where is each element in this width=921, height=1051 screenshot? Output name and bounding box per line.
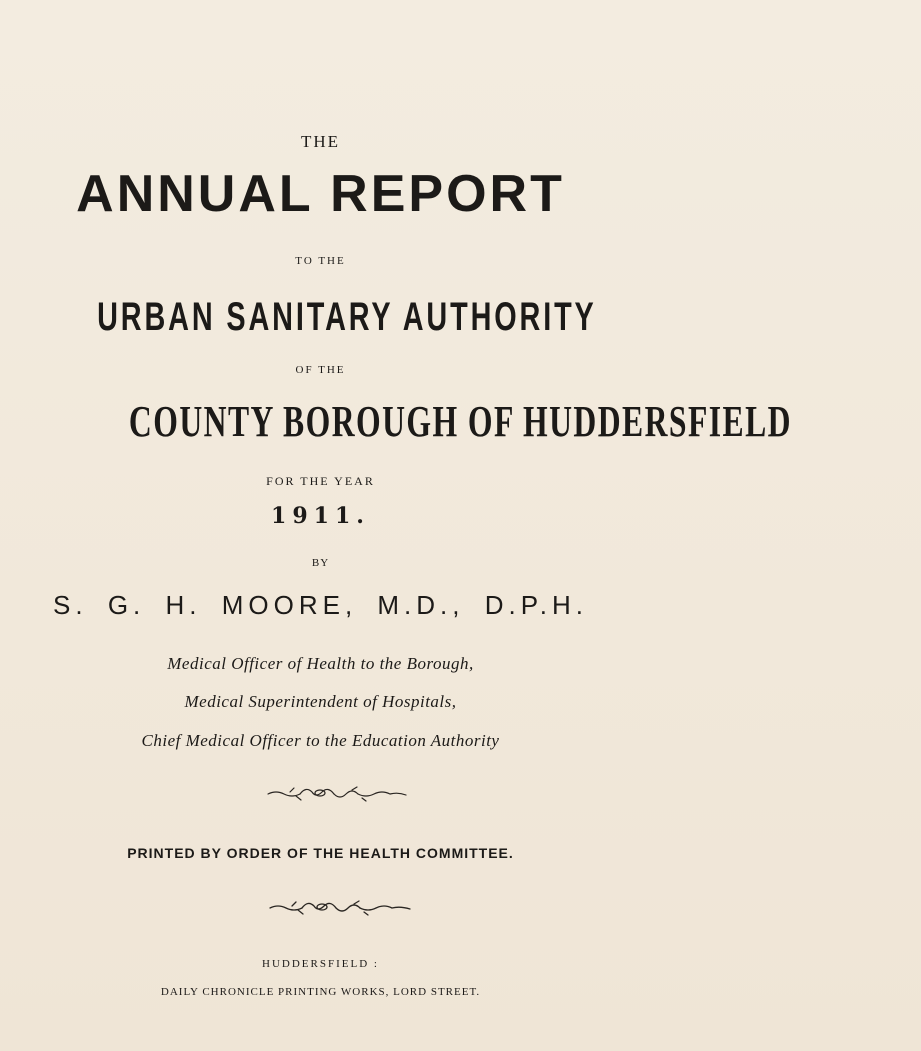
the-heading: THE bbox=[300, 132, 341, 151]
for-the-year-line: FOR THE YEAR bbox=[266, 474, 375, 488]
report-title: ANNUAL REPORT bbox=[76, 165, 565, 223]
author-role-2: Medical Superintendent of Hospitals, bbox=[184, 692, 457, 711]
place-of-printing: HUDDERSFIELD : bbox=[262, 958, 379, 970]
report-year: 1911. bbox=[271, 503, 370, 529]
author-role-3: Chief Medical Officer to the Education Authority bbox=[141, 731, 500, 750]
flourish-ornament-icon bbox=[0, 897, 641, 917]
to-the-line: TO THE bbox=[295, 255, 346, 267]
borough-text: COUNTY BOROUGH OF HUDDERSFIELD bbox=[128, 397, 792, 446]
borough-line bbox=[0, 397, 792, 446]
printed-by-line: PRINTED BY ORDER OF THE HEALTH COMMITTEE. bbox=[127, 845, 514, 861]
printer-line: DAILY CHRONICLE PRINTING WORKS, LORD STREET. bbox=[160, 986, 481, 998]
by-line: BY bbox=[311, 557, 330, 569]
of-the-line: OF THE bbox=[295, 364, 346, 376]
authority-text: URBAN SANITARY AUTHORITY bbox=[97, 295, 597, 339]
flourish-ornament-icon bbox=[0, 784, 641, 804]
authority-line bbox=[0, 297, 641, 337]
author-role-1: Medical Officer of Health to the Borough, bbox=[167, 654, 474, 673]
author-name: S. G. H. MOORE, M.D., D.P.H. bbox=[53, 590, 588, 620]
